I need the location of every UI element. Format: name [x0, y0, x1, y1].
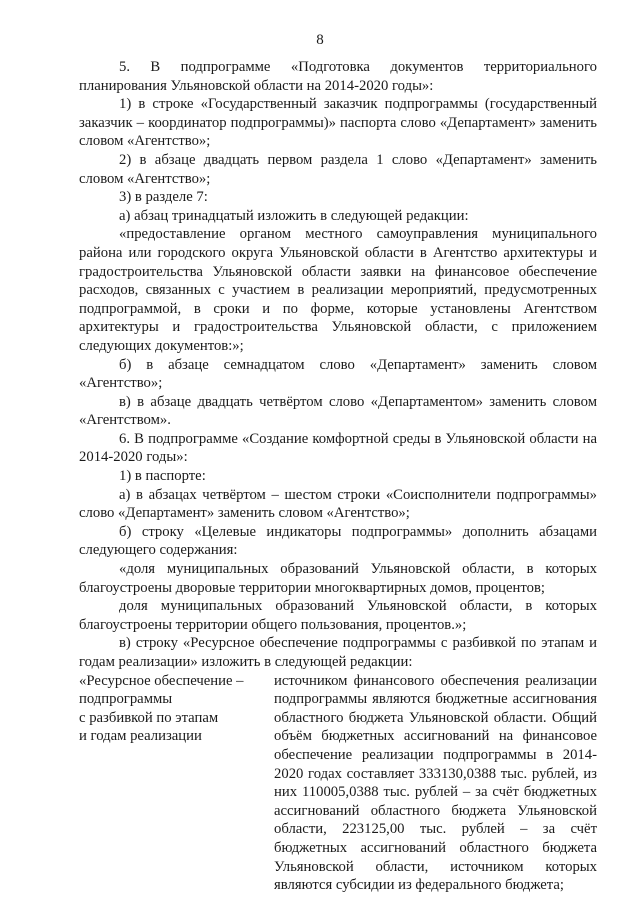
paragraph: а) абзац тринадцатый изложить в следующей редакции:: [119, 207, 469, 224]
paragraph: 5. В подпрограмме «Подготовка документов территориального планирования Ульяновской области на 2014-2020 годы»:: [79, 59, 597, 94]
table-label-line: и годам реализации: [79, 728, 202, 745]
paragraph: б) в абзаце семнадцатом слово «Департамент» заменить словом «Агентство»;: [79, 356, 597, 392]
resource-table-label: [79, 672, 274, 895]
resource-table-value: источником финансового обеспечения реализации подпрограммы являются бюджетные ассигнования областного бюджета Ульяновской области. Общий объём бюджетных ассигнований на финансовое обеспечение реализации подпрограммы в 2014-2020 годах составляет 333130,0388 тыс. рублей, из них 110005,0388 тыс. рублей – за счёт бюджетных ассигнований областного бюджета Ульяновской области, 223125,00 тыс. рублей – за счёт бюджетных ассигнований областного бюджета Ульяновской области, источником которых являются субсидии из федерального бюджета;: [274, 672, 597, 894]
paragraph: 1) в строке «Государственный заказчик подпрограммы (государственный заказчик – координатор подпрограммы)» паспорта слово «Департамент» заменить словом «Агентство»;: [79, 96, 597, 150]
paragraph: 1) в паспорте:: [119, 468, 206, 485]
table-label-line: с разбивкой по этапам: [79, 709, 219, 726]
page-number: 8: [316, 32, 324, 48]
table-label-line: «Ресурсное обеспечение –: [79, 672, 244, 689]
paragraph: а) в абзацах четвёртом – шестом строки «Соисполнители подпрограммы» слово «Департамент» заменить словом «Агентство»;: [79, 486, 597, 522]
paragraph: доля муниципальных образований Ульяновской области, в которых благоустроены территории общего пользования, процентов.»;: [79, 598, 597, 633]
resource-table-row: [79, 672, 597, 895]
paragraph: 3) в разделе 7:: [119, 189, 208, 206]
paragraph: «доля муниципальных образований Ульяновской области, в которых благоустроены дворовые территории многоквартирных домов, процентов;: [79, 561, 597, 596]
document-body: [79, 58, 597, 895]
paragraph: б) строку «Целевые индикаторы подпрограммы» дополнить абзацами следующего содержания:: [79, 523, 597, 559]
paragraph: «предоставление органом местного самоуправления муниципального района или городского округа Ульяновской области в Агентство архитектуры и градостроительства Ульяновской области заявки на финансовое обеспечение расходов, связанных с участием в реализации мероприятий, предусмотренных подпрограммой, в сроки и по форме, которые установлены Агентством архитектуры и градостроительства Ульяновской области, с приложением следующих документов:»;: [79, 226, 597, 354]
paragraph: в) в абзаце двадцать четвёртом слово «Департаментом» заменить словом «Агентством».: [79, 393, 597, 429]
paragraph: в) строку «Ресурсное обеспечение подпрограммы с разбивкой по этапам и годам реализации» изложить в следующей редакции:: [79, 635, 597, 670]
paragraph: 6. В подпрограмме «Создание комфортной среды в Ульяновской области на 2014-2020 годы»:: [79, 430, 597, 466]
paragraph: 2) в абзаце двадцать первом раздела 1 слово «Департамент» заменить словом «Агентство»;: [79, 151, 597, 187]
table-label-line: подпрограммы: [79, 691, 173, 708]
